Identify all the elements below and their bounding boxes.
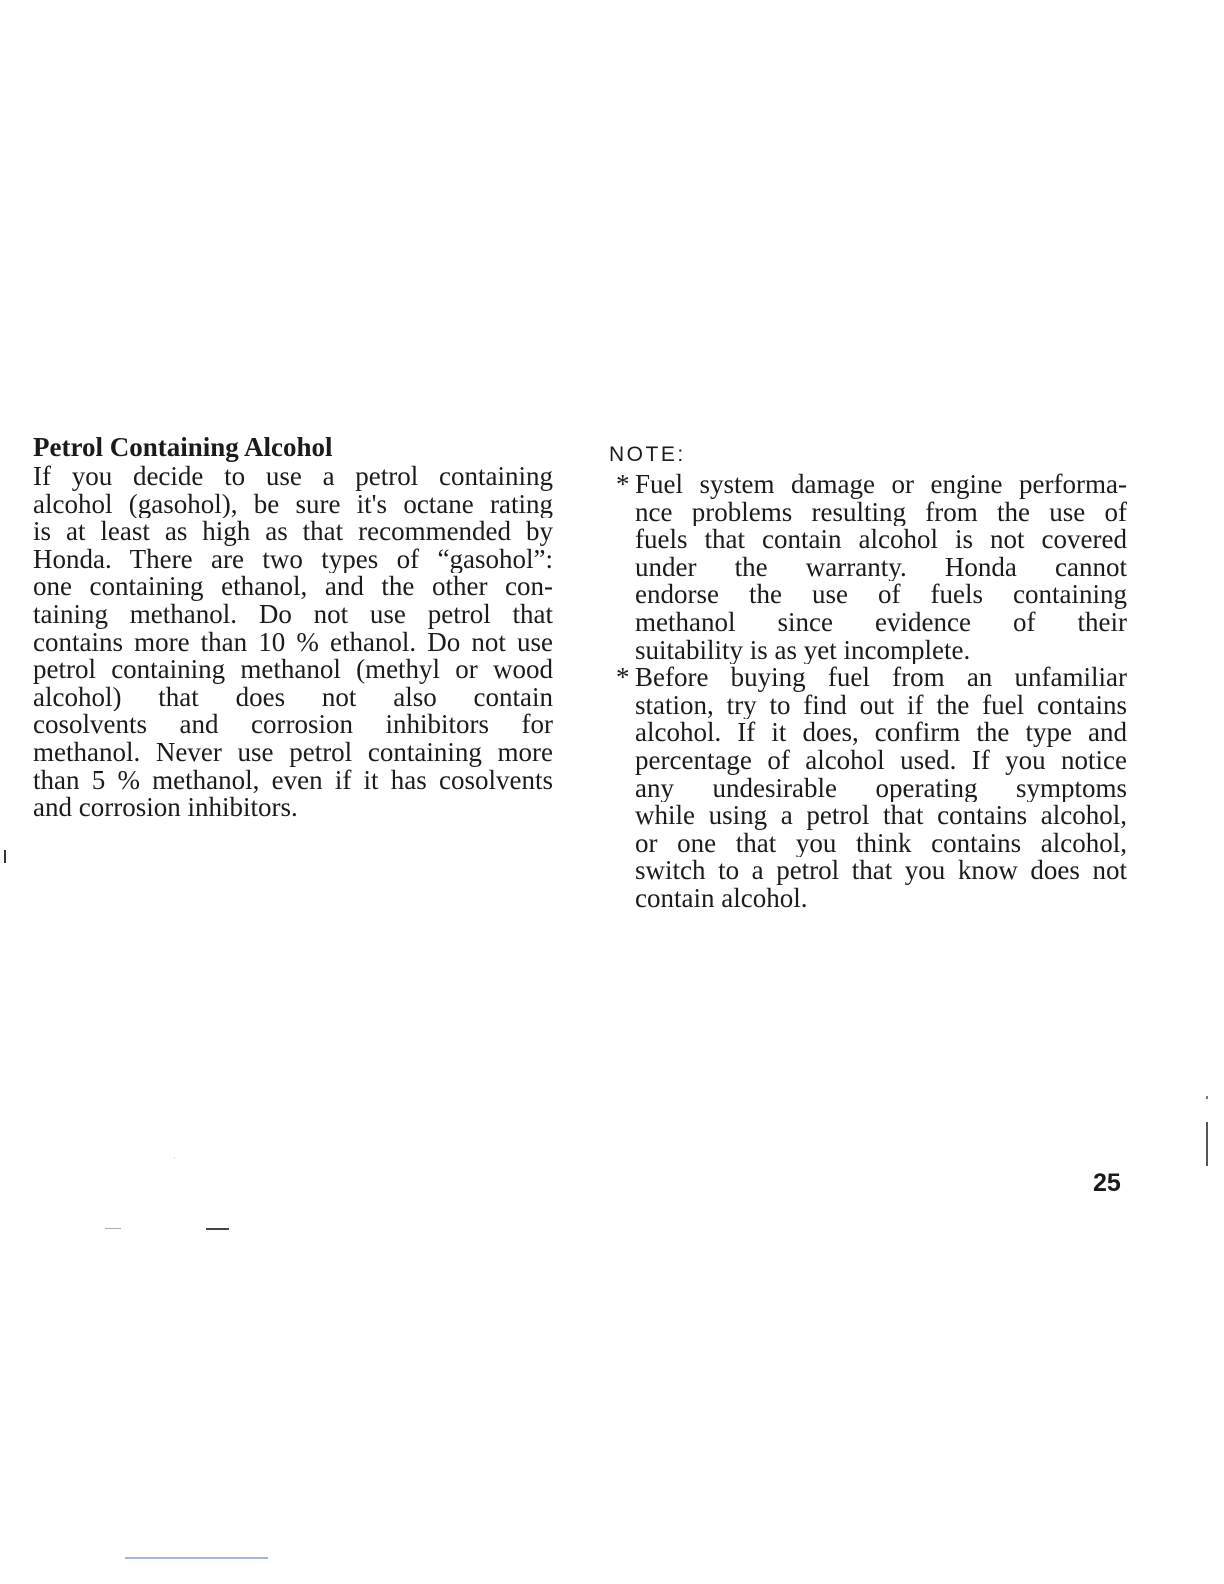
bullet-line: endorse the use of fuels containing [635, 581, 1127, 609]
note-column [609, 439, 1127, 913]
bullet-line: alcohol. If it does, confirm the type and [635, 719, 1127, 747]
bullet-line: contain alcohol. [635, 884, 808, 913]
scan-mark [1206, 1096, 1208, 1099]
page-number: 25 [1093, 1169, 1121, 1197]
paragraph-line: contains more than 10 % ethanol. Do not use [33, 628, 553, 657]
bullet-line: Before buying fuel from an unfamiliar [635, 664, 1127, 692]
bullet-line: nce problems resulting from the use of [635, 498, 1127, 527]
bullet-line: percentage of alcohol used. If you notice [635, 746, 1127, 775]
note-label: NOTE: [609, 443, 686, 466]
bullet-marker: * [616, 662, 630, 693]
bullet-line: or one that you think contains alcohol, [635, 829, 1127, 858]
bullet-line: while using a petrol that contains alcohol, [635, 802, 1127, 830]
note-bullet [609, 664, 1127, 912]
section-paragraph [33, 463, 553, 822]
note-bullet [609, 471, 1127, 664]
paragraph-line: taining methanol. Do not use petrol that [33, 600, 553, 629]
scan-blue-line [125, 1557, 268, 1559]
paragraph-line: alcohol (gasohol), be sure it's octane rating [33, 490, 553, 519]
paragraph-line: methanol. Never use petrol containing more [33, 738, 553, 767]
paragraph-line: petrol containing methanol (methyl or wood [33, 656, 553, 684]
bullet-line: Fuel system damage or engine performa- [635, 471, 1127, 499]
scan-dot [174, 1157, 175, 1158]
left-column [33, 431, 553, 822]
paragraph-line: Honda. There are two types of “gasohol”: [33, 545, 553, 574]
paragraph-line: is at least as high as that recommended by [33, 518, 553, 546]
scan-mark [4, 850, 6, 863]
bullet-line: under the warranty. Honda cannot [635, 553, 1127, 582]
bullet-line: suitability is as yet incomplete. [635, 636, 971, 665]
section-title: Petrol Containing Alcohol [33, 432, 333, 462]
scan-edge-line [1206, 1122, 1208, 1166]
paragraph-line: and corrosion inhibitors. [33, 794, 298, 822]
bullet-line: switch to a petrol that you know does not [635, 857, 1127, 885]
paragraph-line: cosolvents and corrosion inhibitors for [33, 711, 553, 739]
bullet-line: station, try to find out if the fuel contains [635, 691, 1127, 720]
bullet-line: methanol since evidence of their [635, 608, 1127, 637]
bullet-line: any undesirable operating symptoms [635, 774, 1127, 803]
paragraph-line: than 5 % methanol, even if it has cosolvents [33, 766, 553, 795]
paragraph-line: one containing ethanol, and the other con- [33, 573, 553, 601]
paragraph-line: alcohol) that does not also contain [33, 683, 553, 712]
paragraph-line: If you decide to use a petrol containing [33, 463, 553, 491]
scan-mark [105, 1228, 121, 1229]
bullet-line: fuels that contain alcohol is not covered [635, 526, 1127, 554]
bullet-marker: * [616, 469, 630, 499]
scan-mark [206, 1228, 229, 1230]
